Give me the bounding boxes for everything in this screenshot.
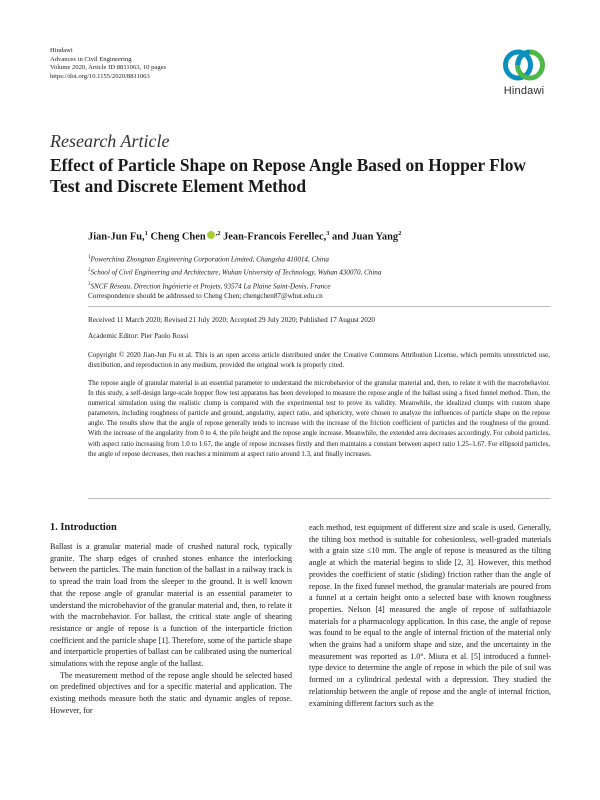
author-name[interactable]: and Juan Yang <box>332 231 399 243</box>
article-title: Effect of Particle Shape on Repose Angle Based on Hopper Flow Test and Discrete Element Method <box>50 155 526 196</box>
academic-editor: Academic Editor: Pier Paolo Rossi <box>88 332 189 340</box>
affiliation-list <box>88 252 381 292</box>
publication-dates: Received 11 March 2020; Revised 21 July 2020; Accepted 29 July 2020; Published 17 August 2020 <box>88 316 376 324</box>
author-affiliation-mark: 1 <box>144 230 148 237</box>
divider <box>88 306 550 307</box>
orcid-icon[interactable] <box>207 231 215 239</box>
author-name[interactable]: Jean-Francois Ferellec, <box>223 231 327 243</box>
affiliation-text: Powerchina Zhongnan Engineering Corporation Limited, Changsha 410014, China <box>90 255 329 264</box>
copyright-notice: Copyright © 2020 Jian-Jun Fu et al. This is an open access article distributed under the Creative Commons Attribution License, which permits unrestricted use, distribution, and reproduction in any medium, provided the original work is properly cited. <box>88 351 550 370</box>
affiliation-mark: 1 <box>88 255 91 260</box>
journal-name: Advances in Civil Engineering <box>50 55 132 63</box>
affiliation-mark: 2 <box>88 268 91 274</box>
body-column-left <box>50 522 292 717</box>
affiliation-item <box>88 265 381 278</box>
section-heading: 1. Introduction <box>50 522 117 533</box>
publisher-name: Hindawi <box>50 47 73 54</box>
author-affiliation-mark: ,2 <box>215 230 221 237</box>
affiliation-item <box>88 279 381 292</box>
author-list <box>88 230 401 242</box>
hindawi-logo <box>498 46 550 104</box>
logo-wordmark: Hindawi <box>503 85 545 97</box>
body-paragraph: The measurement method of the repose angle should be selected based on predefined objectives and for a specific material and application. The existing methods measure both the static and dynamic angles of repose. However, for <box>50 670 292 715</box>
body-paragraph: each method, test equipment of different size and scale is used. Generally, the tilting box method is suitable for cohesionless, well-graded materials with a grain size ≤10 mm. The angle of repose is measured as the tilting angle at which the material begins to slide [2, 3]. However, this method provides the coefficient of static (sliding) friction rather than the angle of repose. In the fixed funnel method, the granular materials are poured from a funnel at a certain height onto a selected base with known roughness properties. Nelson [4] measured the angle of repose of sulfathiazole materials for a pharmacology application. In this case, the angle of repose was found to be equal to the angle of internal friction of the material only when the grains had a uniform shape and size, and the uncertainty in the measurement was reported as 1.0°. Miura et al. [5] introduced a funnel-type device to determine the angle of repose in which the pile of soil was formed on a cylindrical pedestal with a depression. They studied the relationship between the angle of repose and the angle of internal friction, examining different factors such as the <box>309 523 551 708</box>
body-column-right <box>309 522 551 709</box>
affiliation-text: School of Civil Engineering and Architecture, Wuhan University of Technology, Wuhan 430070, China <box>90 268 382 277</box>
affiliation-text: SNCF Réseau, Direction Ingénierie et Projets, 93574 La Plaine Saint-Denis, France <box>90 282 331 291</box>
volume-line: Volume 2020, Article ID 8811063, 10 pages <box>50 64 167 72</box>
article-type: Research Article <box>50 131 170 151</box>
hindawi-logo-icon <box>501 46 547 84</box>
author-affiliation-mark: 3 <box>326 230 330 237</box>
correspondence-note: Correspondence should be addressed to Cheng Chen; chengchen87@whut.edu.cn <box>88 292 323 300</box>
author-name[interactable]: Jian-Jun Fu, <box>88 231 145 243</box>
divider <box>88 498 550 499</box>
body-paragraph: Ballast is a granular material made of crushed natural rock, typically granite. The sharp edges of crushed stones enhance the interlocking between the particles. The main function of the ballast in a railway track is to spread the train load from the sleeper to the ground. It is well known that the repose angle of granular material is an essential parameter to understand the microbehavior of the granular material and, then, to relate it with the macrobehavior. For ballast, the critical state angle of shearing resistance or angle of repose is a function of the interparticle friction coefficient and the particle shape [1]. Therefore, some of the particle shape and interparticle properties of ballast can be calibrated using the numerical simulations with the repose angle of the ballast. <box>50 542 292 669</box>
author-name[interactable]: Cheng Chen <box>150 231 206 243</box>
journal-meta <box>50 47 166 81</box>
author-affiliation-mark: 2 <box>398 230 402 237</box>
affiliation-mark: 3 <box>88 281 91 287</box>
abstract: The repose angle of granular material is an essential parameter to understand the microbehavior of the granular material and, then, to relate it with the macrobehavior. In this study, a self-design large-scale hopper flow test apparatus has been developed to measure the repose angle of the ballast using a fixed funnel method. Then, the numerical simulation using the realistic clump is compared with the experimental test to prove its validity. Meanwhile, the idealized clumps with custom shape parameters, including roughness of particle and ground, angularity, aspect ratio, and sphericity, were chosen to analyze the influences of particle shape on the repose angle. The results show that the angle of repose generally tends to increase with the increase of the friction coefficient of particles and the roughness of the ground. With the increase of the angularity from 0 to 4, the pile height and the repose angle increase. Meanwhile, the extended area decreases accordingly. For cuboid particles, with aspect ratio increasing from 1.0 to 1.67, the angle of repose increases firstly and then maintains a constant between aspect ratio 1.25–1.67. For ellipsoid particles, the angle of repose decreases, then reaches a minimum at aspect ratio around 1.3, and finally increases. <box>88 380 550 458</box>
affiliation-item <box>88 252 381 265</box>
doi-link[interactable]: https://doi.org/10.1155/2020/8811063 <box>50 72 150 80</box>
